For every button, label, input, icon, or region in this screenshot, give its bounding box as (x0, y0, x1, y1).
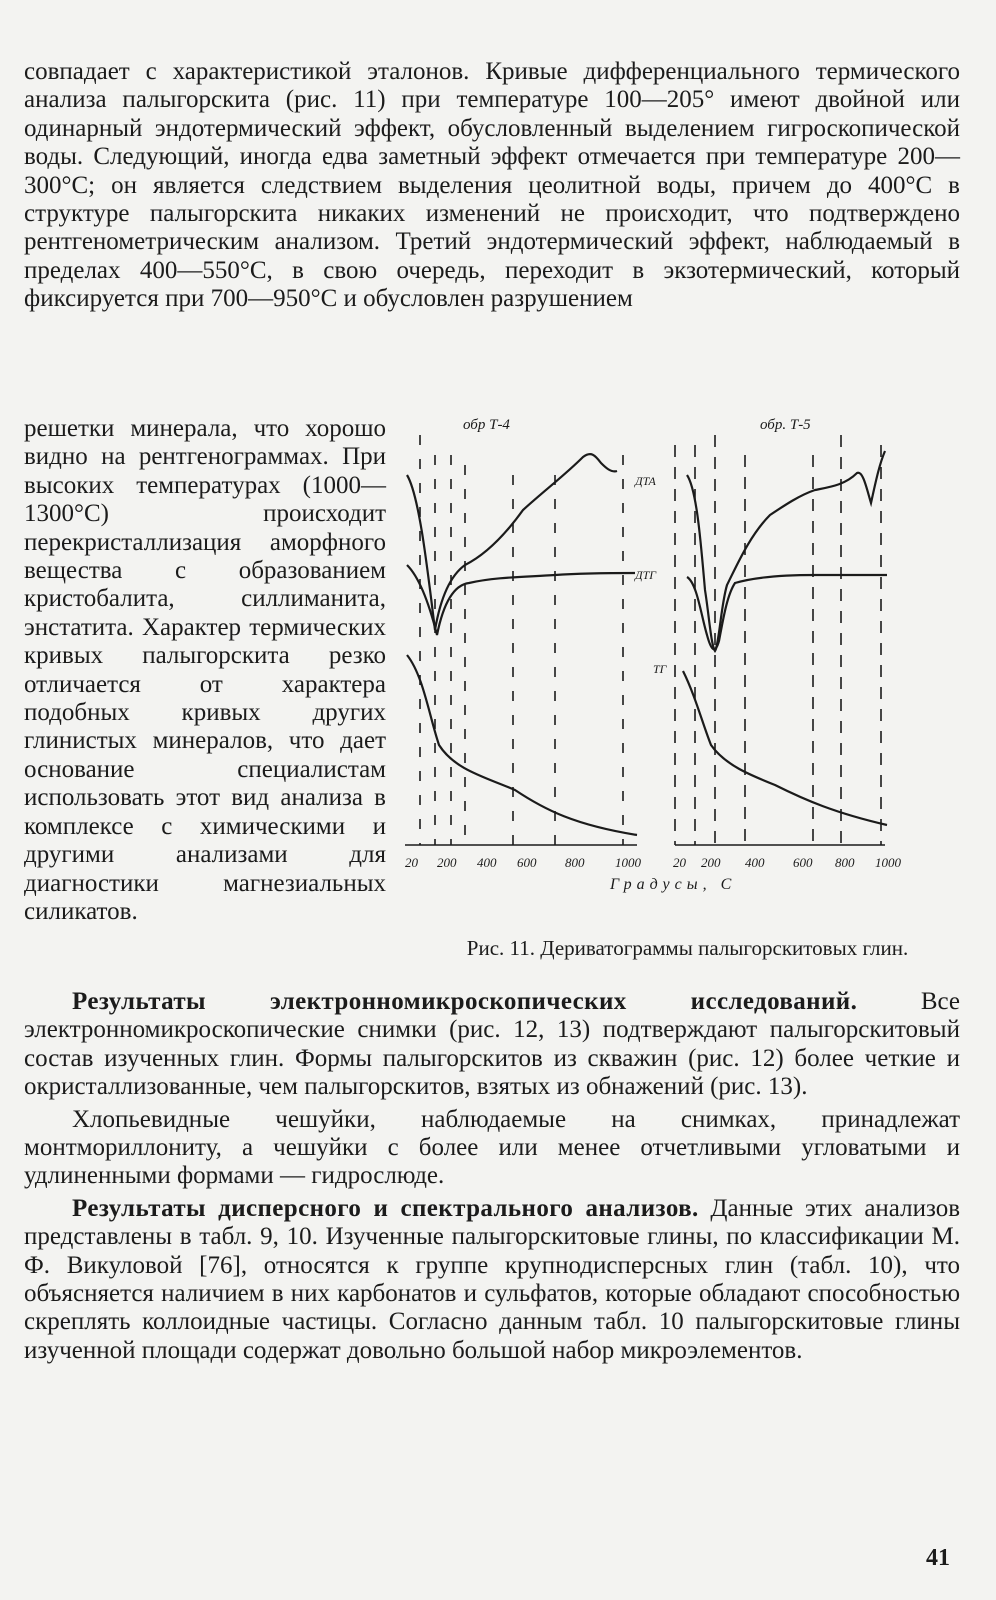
body-electron-microscopy: Все электронномикроскопические снимки (рис. 12, 13) подтверждают палыгорскитовый состав изученных глин. Формы палыгорскитов из скважин (рис. 12) более четкие и окристаллизованные, чем палыгорскитов, взятых из обнажений (рис. 13). (24, 988, 960, 1101)
tick-left-2: 400 (477, 855, 497, 870)
paragraph-intro: совпадает с характеристикой эталонов. Кривые дифференциального термического анализа палыгорскита (рис. 11) при температуре 100—205° имеют двойной или одинарный эндотермический эффект, обусловленный выделением гигроскопической воды. Следующий, иногда едва заметный эффект отмечается при температуре 200—300°С; он является следствием выделения цеолитной воды, причем до 400°С в структуре палыгорскита никаких изменений не происходит, что подтверждено рентгенометрическим анализом. Третий эндотермический эффект, наблюдаемый в пределах 400—550°С, в свою очередь, переходит в экзотермический, который фиксируется при 700—950°С и обусловлен разрушением (24, 58, 960, 313)
dta-curve-left (407, 454, 617, 630)
label-tg: ТГ (653, 662, 667, 676)
paragraph-electron-microscopy (24, 988, 960, 1102)
tick-right-1: 200 (701, 855, 721, 870)
paragraph-dispersion (24, 1195, 960, 1365)
label-sample-left: обр Т-4 (463, 417, 510, 433)
paragraph-intro-wrapper (24, 58, 960, 314)
lower-paragraphs (24, 988, 960, 1365)
tick-left-5: 1000 (615, 855, 641, 870)
tick-left-0: 20 (405, 855, 418, 870)
grid-lines-left (420, 435, 623, 845)
tick-right-3: 600 (793, 855, 813, 870)
label-dta: ДТА (635, 474, 656, 488)
tick-right-5: 1000 (875, 855, 901, 870)
heading-electron-microscopy: Результаты электронномикроскопических исследований. (72, 988, 858, 1015)
tg-curve-left (407, 655, 637, 835)
tick-right-0: 20 (673, 855, 686, 870)
axis-label-degrees: Градусы, С (610, 876, 737, 893)
body-dispersion: Данные этих анализов представлены в табл. 9, 10. Изученные палыгорскитовые глины, по классификации М. Ф. Викуловой [76], относятся к группе крупнодисперсных глин (табл. 10), что объясняется наличием в них карбонатов и сульфатов, которые обладают способностью скреплять коллоидные частицы. Согласно данным табл. 10 палыгорскитовые глины изученной площади содержат довольно большой набор микроэлементов. (24, 1194, 961, 1364)
page-number: 41 (926, 1545, 950, 1571)
derivatogram-chart (405, 415, 961, 935)
figure-derivatograms (405, 415, 961, 975)
label-dtg: ДТГ (635, 568, 657, 582)
heading-dispersion: Результаты дисперсного и спектрального анализов. (72, 1194, 699, 1222)
tick-left-3: 600 (517, 855, 537, 870)
tick-left-1: 200 (437, 855, 457, 870)
paragraph-intro-continued: решетки минерала, что хорошо видно на рентгенограммах. При высоких температурах (1000—1300°С) происходит перекристаллизация аморфного вещества с образованием кристобалита, силлиманита, энстатита. Характер термических кривых палыгорскита резко отличается от характера подобных кривых других глинистых минералов, что дает основание специалистам использовать этот вид анализа в комплексе с химическими и другими анализами для диагностики магнезиальных силикатов. (24, 415, 386, 925)
tick-left-4: 800 (565, 855, 585, 870)
dta-curve-right (687, 451, 885, 651)
tick-right-4: 800 (835, 855, 855, 870)
grid-lines-right (675, 435, 881, 845)
paragraph-flakes: Хлопьевидные чешуйки, наблюдаемые на снимках, принадлежат монтмориллониту, а чешуйки с более или менее отчетливыми угловатыми и удлиненными формами — гидрослюде. (24, 1105, 960, 1190)
tg-curve-right (683, 671, 887, 825)
label-sample-right: обр. Т-5 (760, 417, 811, 433)
figure-caption: Рис. 11. Дериватограммы палыгорскитовых глин. (466, 936, 909, 960)
tick-right-2: 400 (745, 855, 765, 870)
